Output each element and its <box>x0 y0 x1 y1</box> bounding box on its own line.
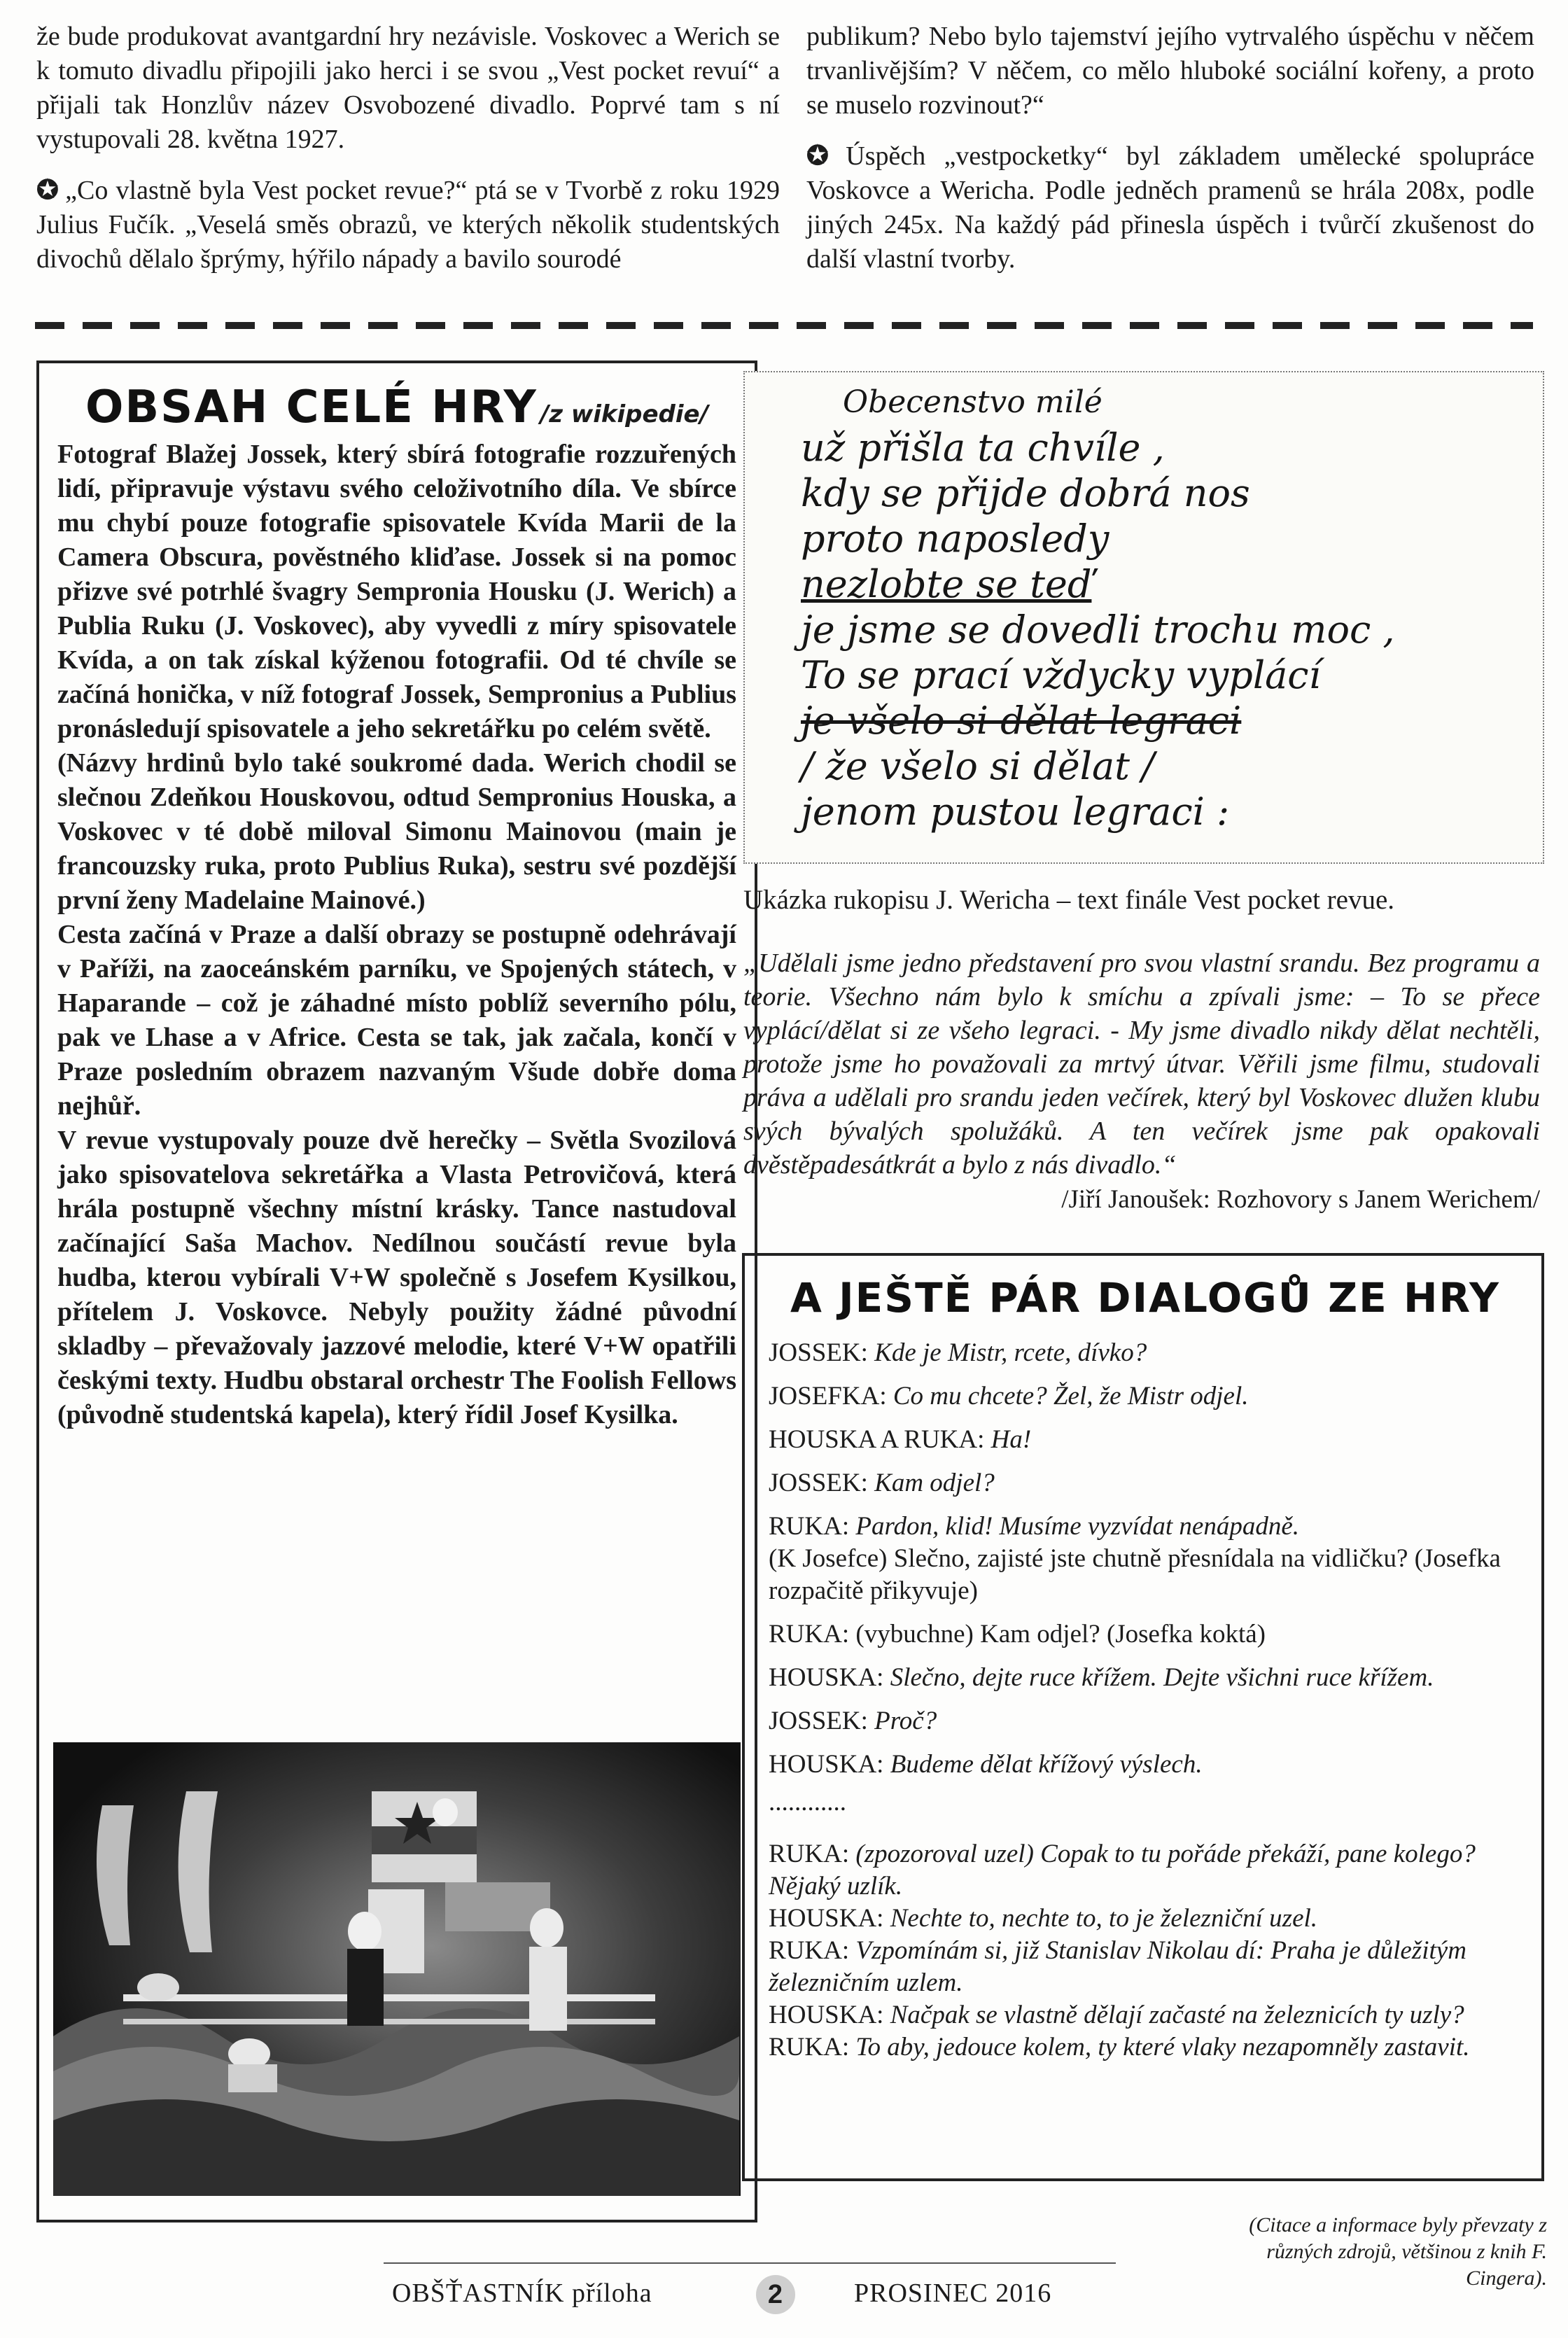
dialogue-text: (zpozoroval uzel) Copak to tu pořáde překáží, pane kolego? Nějaký uzlík. <box>769 1840 1476 1900</box>
sources-credit: (Citace a informace byly převzaty z různých zdrojů, většinou z knih F. Cingera). <box>1249 2213 1547 2290</box>
footer-rule <box>384 2262 1116 2264</box>
top-paragraph-2 <box>36 174 780 276</box>
stage-photo <box>53 1742 741 2196</box>
synopsis-paragraph-3: Cesta začíná v Praze a další obrazy se postupně odehrávají v Paříži, na zaoceánském parníku, ve Spojených státech, v Haparande – což je záhadné místo poblíž severního pólu, pak ve Lhase a v Africe. Cesta se tak, jak začala, končí v Praze posledním obrazem nazvaným Všude dobře doma nejhůř. <box>57 920 736 1121</box>
synopsis-source: /z wikipedie/ <box>540 400 709 428</box>
synopsis-paragraph-2: (Názvy hrdinů bylo také soukromé dada. Werich chodil se slečnou Zdeňkou Houskovou, odtud Sempronius Houska, a Voskovec v té době miloval Simonu Mainovou (main je francouzsky ruka, proto Publius Ruka), sestru své pozdější první ženy Madelaine Mainové.) <box>57 748 736 915</box>
dialogue-text: Kde je Mistr, rcete, dívko? <box>874 1338 1147 1367</box>
dialogue-text: To aby, jedouce kolem, ty které vlaky nezapomněly zastavit. <box>855 2033 1470 2062</box>
synopsis-header <box>57 382 736 433</box>
dialogue-line <box>769 1337 1522 1369</box>
dialogue-line <box>769 1380 1522 1413</box>
quote-source: /Jiří Janoušek: Rozhovory s Janem Werichem/ <box>1061 1185 1540 1214</box>
dialogue-speaker: HOUSKA: <box>769 1663 884 1692</box>
top-paragraph-1: že bude produkovat avantgardní hry nezávisle. Voskovec a Werich se k tomuto divadlu připojili jako herci i se svou „Vest pocket revuí“ a přijali tak Honzlův název Osvobozené divadlo. Poprvé tam s ní vystupovali 28. května 1927. <box>36 22 780 154</box>
dashed-divider <box>35 322 1533 329</box>
dialogue-speaker: RUKA: <box>769 2033 850 2062</box>
manuscript-line: je všelo si dělat legraci <box>801 699 1242 743</box>
dialogue-speaker: RUKA: <box>769 1620 850 1648</box>
dialogue-text: Pardon, klid! Musíme vyzvídat nenápadně. <box>855 1512 1300 1541</box>
manuscript-line: nezlobte se teď <box>801 562 1092 606</box>
footer-date: PROSINEC 2016 <box>854 2278 1052 2308</box>
dialogue-speaker: RUKA: <box>769 1512 850 1541</box>
manuscript-line: už přišla ta chvíle , <box>801 426 1165 470</box>
dialogue-text: Ha! <box>990 1425 1032 1454</box>
dialogue-text: Budeme dělat křížový výslech. <box>890 1750 1203 1779</box>
manuscript-caption: Ukázka rukopisu J. Wericha – text finále Vest pocket revue. <box>743 885 1395 915</box>
synopsis-paragraph-4: V revue vystupovaly pouze dvě herečky – Světla Svozilová jako spisovatelova sekretářka a Vlasta Petrovičová, která hrála postupně všechny místní krásky. Tance nastudoval začínající Saša Machov. Nedílnou součástí revue byla hudba, kterou vybírali V+W společně s Josefem Kysilkou, přítelem J. Voskovce. Nebyly použity žádné původní skladby – převažovaly jazzové melodie, které V+W opatřili českými texty. Hudbu obstaral orchestr The Foolish Fellows (původně studentská kapela), který řídil Josef Kysilka. <box>57 1126 736 1429</box>
star-bullet-icon: ✪ <box>806 141 829 171</box>
top-paragraph-2-text: „Co vlastně byla Vest pocket revue?“ ptá se v Tvorbě z roku 1929 Julius Fučík. „Veselá směs obrazů, ve kterých několik studentských divochů dělalo šprýmy, hýřilo nápady a bavilo sourodé <box>36 176 780 274</box>
dialogue-line <box>769 1705 1522 1737</box>
dialogue-speaker: JOSSEK: <box>769 1469 868 1497</box>
dialogue-text: Nechte to, nechte to, to je železniční uzel. <box>890 1904 1318 1933</box>
top-left-column <box>36 20 780 276</box>
manuscript-line: / že všelo si dělat / <box>801 744 1155 788</box>
dialogue-line <box>769 1838 1522 1903</box>
dialogue-text: (vybuchne) Kam odjel? (Josefka koktá) <box>855 1620 1266 1648</box>
synopsis-title: OBSAH CELÉ HRY <box>85 382 538 433</box>
dialogue-line <box>769 2031 1522 2064</box>
dialogue-line <box>769 1749 1522 1781</box>
dialogue-text: Kam odjel? <box>874 1469 995 1497</box>
dialogue-line <box>769 1662 1522 1694</box>
quote-text: „Udělali jsme jedno představení pro svou vlastní srandu. Bez programu a teorie. Všechno nám bylo k smíchu a zpívali jsme: – To se přece vyplácí/dělat si ze všeho legraci. - My jsme divadlo nikdy dělat nechtěli, protože jsme ho považovali za mrtvý útvar. Věřili jsme filmu, studovali práva a udělali pro srandu jeden večírek, který byl Voskovec dlužen klubu svých bývalých spolužáků. A ten večírek jsme pak opakovali dvěstěpadesátkrát a bylo z nás divadlo.“ <box>743 948 1540 1180</box>
dialogue-line <box>769 1467 1522 1499</box>
dialogue-speaker: RUKA: <box>769 1936 850 1965</box>
manuscript-image <box>743 371 1544 864</box>
dialogue-speaker: HOUSKA: <box>769 1750 884 1779</box>
dialogue-line <box>769 1618 1522 1651</box>
manuscript-line: proto naposledy <box>801 517 1110 561</box>
top-right-column <box>806 20 1534 276</box>
werich-quote <box>743 946 1540 1217</box>
manuscript-line: jenom pustou legraci : <box>801 790 1230 834</box>
dialogue-text: Slečno, dejte ruce křížem. Dejte všichni ruce křížem. <box>890 1663 1434 1692</box>
star-bullet-icon: ✪ <box>36 176 59 205</box>
dialogue-line <box>769 1511 1522 1607</box>
dialogue-line <box>769 1999 1522 2031</box>
manuscript-line: kdy se přijde dobrá nos <box>801 471 1250 515</box>
manuscript-line: je jsme se dovedli trochu moc , <box>801 608 1395 652</box>
dialogue-extra: (K Josefce) Slečno, zajisté jste chutně přesnídala na vidličku? (Josefka rozpačitě přikyvuje) <box>769 1544 1501 1605</box>
page-number-badge <box>756 2275 795 2314</box>
footer-publication: OBŠŤASTNÍK příloha <box>392 2278 652 2308</box>
synopsis-paragraph-1: Fotograf Blažej Jossek, který sbírá fotografie rozzuřených lidí, připravuje výstavu svého celoživotního díla. Ve sbírce mu chybí pouze fotografie spisovatele Kvída Marii de la Camera Obscura, pověstného kliďase. Jossek si na pomoc přizve své potrhlé švagry Sempronia Housku (J. Werich) a Publia Ruku (J. Voskovec), aby vyvedli z míry spisovatele Kvída, a on tak získal kýženou fotografii. Od té chvíle se začíná honička, v níž fotograf Jossek, Sempronius a Publius pronásledují spisovatele a jeho sekretářku po celém světě. <box>57 440 736 743</box>
top-paragraph-4 <box>806 139 1534 276</box>
dialogue-list-1 <box>769 1337 1522 1781</box>
dialogue-line <box>769 1903 1522 1935</box>
dialogue-speaker: HOUSKA A RUKA: <box>769 1425 985 1454</box>
dialogue-list-2 <box>769 1838 1522 2064</box>
synopsis-box <box>36 360 757 2222</box>
synopsis-body <box>57 438 736 1432</box>
top-paragraph-4-text: Úspěch „vestpocketky“ byl základem umělecké spolupráce Voskovce a Wericha. Podle jedněch pramenů se hrála 208x, podle jiných 245x. Na každý pád přinesla úspěch i tvůrčí zkušenost do další vlastní tvorby. <box>806 141 1535 274</box>
dialogue-text: Proč? <box>874 1707 937 1735</box>
dialogues-box <box>742 1253 1544 2181</box>
dialogue-text: Vzpomínám si, již Stanislav Nikolau dí: Praha je důležitým železničním uzlem. <box>769 1936 1466 1997</box>
dialogues-title: A JEŠTĚ PÁR DIALOGŮ ZE HRY <box>790 1274 1500 1322</box>
manuscript-line: To se prací vždycky vyplácí <box>801 653 1321 697</box>
dialogue-speaker: HOUSKA: <box>769 1904 884 1933</box>
manuscript-line: Obecenstvo milé <box>843 384 1102 420</box>
dialogue-line <box>769 1424 1522 1456</box>
footer <box>392 2275 1113 2314</box>
dialogue-line <box>769 1935 1522 1999</box>
dialogue-text: Co mu chcete? Žel, že Mistr odjel. <box>892 1382 1249 1410</box>
dialogue-speaker: JOSEFKA: <box>769 1382 887 1410</box>
dialogue-speaker: HOUSKA: <box>769 2001 884 2029</box>
manuscript-lines <box>801 379 1529 834</box>
page-number: 2 <box>767 2280 784 2309</box>
dialogue-text: Načpak se vlastně dělají začasté na železnicích ty uzly? <box>890 2001 1464 2029</box>
dialogue-speaker: JOSSEK: <box>769 1707 868 1735</box>
dialogue-speaker: JOSSEK: <box>769 1338 868 1367</box>
dialogue-ellipsis: ............ <box>769 1788 846 1816</box>
stage-photo-image <box>53 1742 741 2196</box>
top-paragraph-3: publikum? Nebo bylo tajemství jejího vytrvalého úspěchu v něčem trvanlivějším? V něčem, co mělo hluboké sociální kořeny, a proto se muselo rozvinout?“ <box>806 22 1534 120</box>
dialogue-speaker: RUKA: <box>769 1840 850 1868</box>
